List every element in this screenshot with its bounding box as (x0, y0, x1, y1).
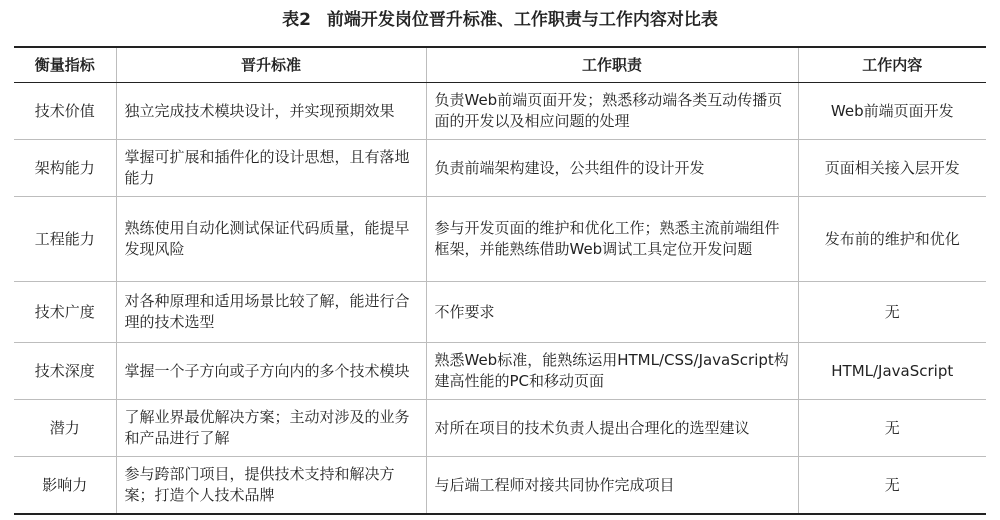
table-row (14, 457, 986, 515)
duty-cell: 不作要求 (426, 282, 798, 343)
duty-cell: 负责前端架构建设，公共组件的设计开发 (426, 140, 798, 197)
table-row (14, 140, 986, 197)
duty-cell: 对所在项目的技术负责人提出合理化的选型建议 (426, 400, 798, 457)
table-row (14, 343, 986, 400)
table-row (14, 400, 986, 457)
metric-cell: 架构能力 (14, 140, 116, 197)
metric-cell: 技术广度 (14, 282, 116, 343)
header-duty: 工作职责 (426, 47, 798, 83)
header-standard: 晋升标准 (116, 47, 426, 83)
header-content: 工作内容 (798, 47, 986, 83)
metric-cell: 影响力 (14, 457, 116, 515)
standard-cell: 独立完成技术模块设计，并实现预期效果 (116, 83, 426, 140)
duty-cell: 熟悉Web标准，能熟练运用HTML/CSS/JavaScript构建高性能的PC和移动页面 (426, 343, 798, 400)
standard-cell: 参与跨部门项目，提供技术支持和解决方案；打造个人技术品牌 (116, 457, 426, 515)
content-cell: Web前端页面开发 (798, 83, 986, 140)
duty-cell: 参与开发页面的维护和优化工作；熟悉主流前端组件框架，并能熟练借助Web调试工具定位开发问题 (426, 197, 798, 282)
content-cell: HTML/JavaScript (798, 343, 986, 400)
header-row (14, 47, 986, 83)
metric-cell: 技术价值 (14, 83, 116, 140)
standard-cell: 掌握可扩展和插件化的设计思想，且有落地能力 (116, 140, 426, 197)
content-cell: 页面相关接入层开发 (798, 140, 986, 197)
content-cell: 无 (798, 282, 986, 343)
table-number: 表2 (282, 10, 311, 30)
content-cell: 无 (798, 400, 986, 457)
table-row (14, 197, 986, 282)
table-row (14, 83, 986, 140)
table-caption (0, 0, 1000, 40)
standard-cell: 掌握一个子方向或子方向内的多个技术模块 (116, 343, 426, 400)
comparison-table (14, 46, 986, 515)
metric-cell: 技术深度 (14, 343, 116, 400)
header-metric: 衡量指标 (14, 47, 116, 83)
standard-cell: 了解业界最优解决方案；主动对涉及的业务和产品进行了解 (116, 400, 426, 457)
duty-cell: 与后端工程师对接共同协作完成项目 (426, 457, 798, 515)
standard-cell: 熟练使用自动化测试保证代码质量，能提早发现风险 (116, 197, 426, 282)
table-row (14, 282, 986, 343)
metric-cell: 潜力 (14, 400, 116, 457)
content-cell: 发布前的维护和优化 (798, 197, 986, 282)
table-title: 前端开发岗位晋升标准、工作职责与工作内容对比表 (326, 10, 718, 30)
duty-cell: 负责Web前端页面开发；熟悉移动端各类互动传播页面的开发以及相应问题的处理 (426, 83, 798, 140)
standard-cell: 对各种原理和适用场景比较了解，能进行合理的技术选型 (116, 282, 426, 343)
metric-cell: 工程能力 (14, 197, 116, 282)
content-cell: 无 (798, 457, 986, 515)
